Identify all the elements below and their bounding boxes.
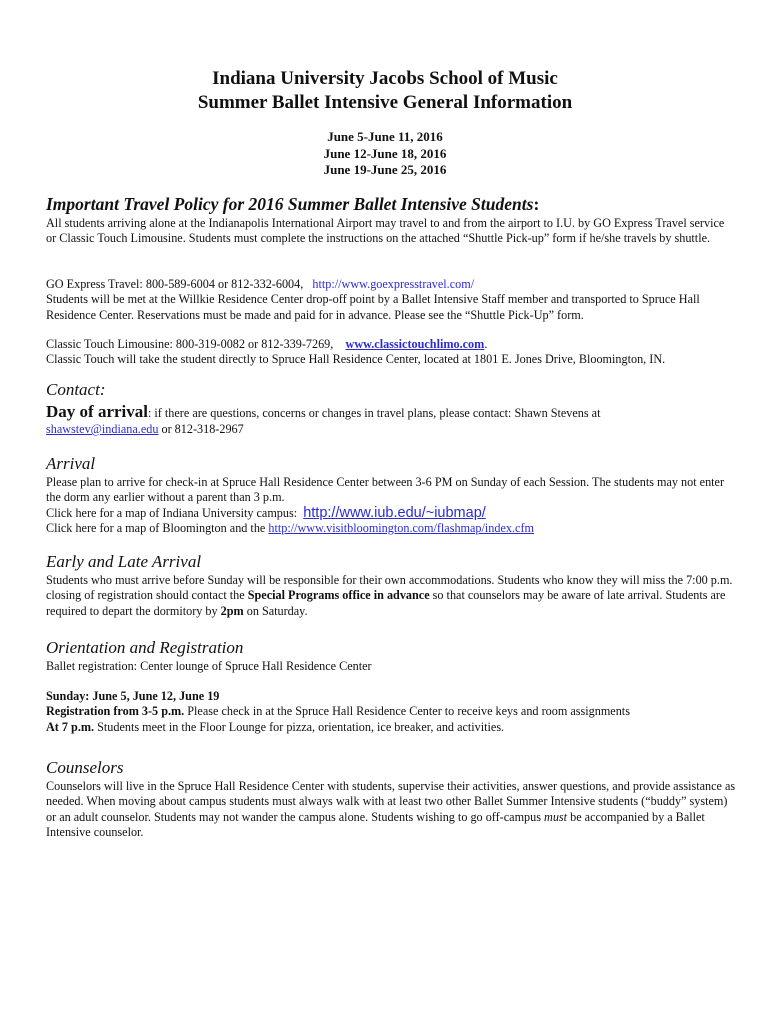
go-express-contact: GO Express Travel: 800-589-6004 or 812-332-6004, [46,277,304,291]
arrival-section [46,475,736,536]
counselors-heading: Counselors [46,758,124,777]
day-of-arrival-label: Day of arrival [46,402,148,421]
counselors-text: Counselors will live in the Spruce Hall Residence Center with students, supervise their activities, answer questions, and provide assistance as needed. When moving about campus students must always walk with at least two other Ballet Summer Intensive students (“buddy” system) or an adult counselor. Students may not wander the campus alone. Students wishing to go off-campus must be accompanied by a Ballet Intensive counselor. [46,779,736,839]
session-date: June 5-June 11, 2016 [327,129,443,144]
go-express-description: Students will be met at the Willkie Residence Center drop-off point by a Ballet Intensive Staff member and transported to Spruce Hall Residence Center. Reservations must be made and paid for in advance. Please see the “Shuttle Pick-Up” form. [46,292,700,322]
campus-map-label: Click here for a map of Indiana University campus: [46,505,298,520]
arrival-text: Please plan to arrive for check-in at Spruce Hall Residence Center between 3-6 PM on Sunday of each Session. The students may not enter the dorm any earlier without a parent than 3 p.m. [46,475,725,505]
contact-phone: or 812-318-2967 [158,422,244,436]
session-date: June 12-June 18, 2016 [323,145,447,161]
bloomington-map-label: Click here for a map of Bloomington and the [46,520,266,535]
must-emphasis: must [544,809,568,824]
go-express-section [46,277,736,323]
registration-time: Registration from 3-5 p.m. [46,704,185,719]
orientation-location: Ballet registration: Center lounge of Spruce Hall Residence Center [46,659,372,673]
sunday-dates: Sunday: June 5, June 12, June 19 [46,689,220,703]
classic-touch-link[interactable]: www.classictouchlimo.com [345,337,485,351]
title-line-1: Indiana University Jacobs School of Music [212,68,558,89]
bloomington-map-link[interactable]: http://www.visitbloomington.com/flashmap/index.cfm [268,520,534,535]
contact-section [46,403,736,437]
session-date: June 19-June 25, 2016 [323,162,447,177]
orientation-heading: Orientation and Registration [46,638,244,657]
travel-intro: All students arriving alone at the Indianapolis International Airport may travel to and from the airport to I.U. by GO Express Travel service or Classic Touch Limousine. Students must complete the instructions on the attached “Shuttle Pick-up” form if he/she travels by shuttle. [46,216,725,246]
classic-touch-section: Classic Touch Limousine: 800-319-0082 or 812-339-7269, www.classictouchlimo.com. Classic Touch will take the student directly to Spruce Hall Residence Center, located at 1801 E. Jones Drive, Bloomington, IN. [46,337,736,368]
arrival-heading: Arrival [46,454,96,473]
day-of-arrival-text: : if there are questions, concerns or changes in travel plans, please contact: Shawn Stevens at [147,406,601,420]
meeting-time: At 7 p.m. [46,719,95,734]
session-dates [0,129,770,179]
title-line-2: Summer Ballet Intensive General Information [197,92,573,113]
early-late-heading: Early and Late Arrival [46,552,202,571]
classic-touch-description: Classic Touch will take the student directly to Spruce Hall Residence Center, located at 1801 E. Jones Drive, Bloomington, IN. [46,352,666,367]
contact-heading: Contact: [46,380,106,399]
departure-time-emphasis: 2pm [220,603,244,618]
special-programs-emphasis: Special Programs office in advance [247,588,430,603]
go-express-link[interactable]: http://www.goexpresstravel.com/ [312,277,475,291]
early-late-text: Students who must arrive before Sunday will be responsible for their own accommodations. Students who know they will miss the 7:00 p.m. closing of registration should contact the Special Programs office in advance so that counselors may be aware of late arrival. Students are required to depart the dormitory by 2pm on Saturday. [46,573,733,618]
contact-email-link[interactable]: shawstev@indiana.edu [46,422,159,436]
campus-map-link[interactable]: http://www.iub.edu/~iubmap/ [303,504,486,521]
travel-policy-heading: Important Travel Policy for 2016 Summer Ballet Intensive Students: [46,194,540,214]
orientation-schedule: Sunday: June 5, June 12, June 19 Registration from 3-5 p.m. Please check in at the Spruce Hall Residence Center to receive keys and room assignments At 7 p.m. Students meet in the Floor Lounge for pizza, orientation, ice breaker, and activities. [46,689,736,735]
classic-touch-contact: Classic Touch Limousine: 800-319-0082 or 812-339-7269, [46,337,334,351]
document-title [0,67,770,115]
